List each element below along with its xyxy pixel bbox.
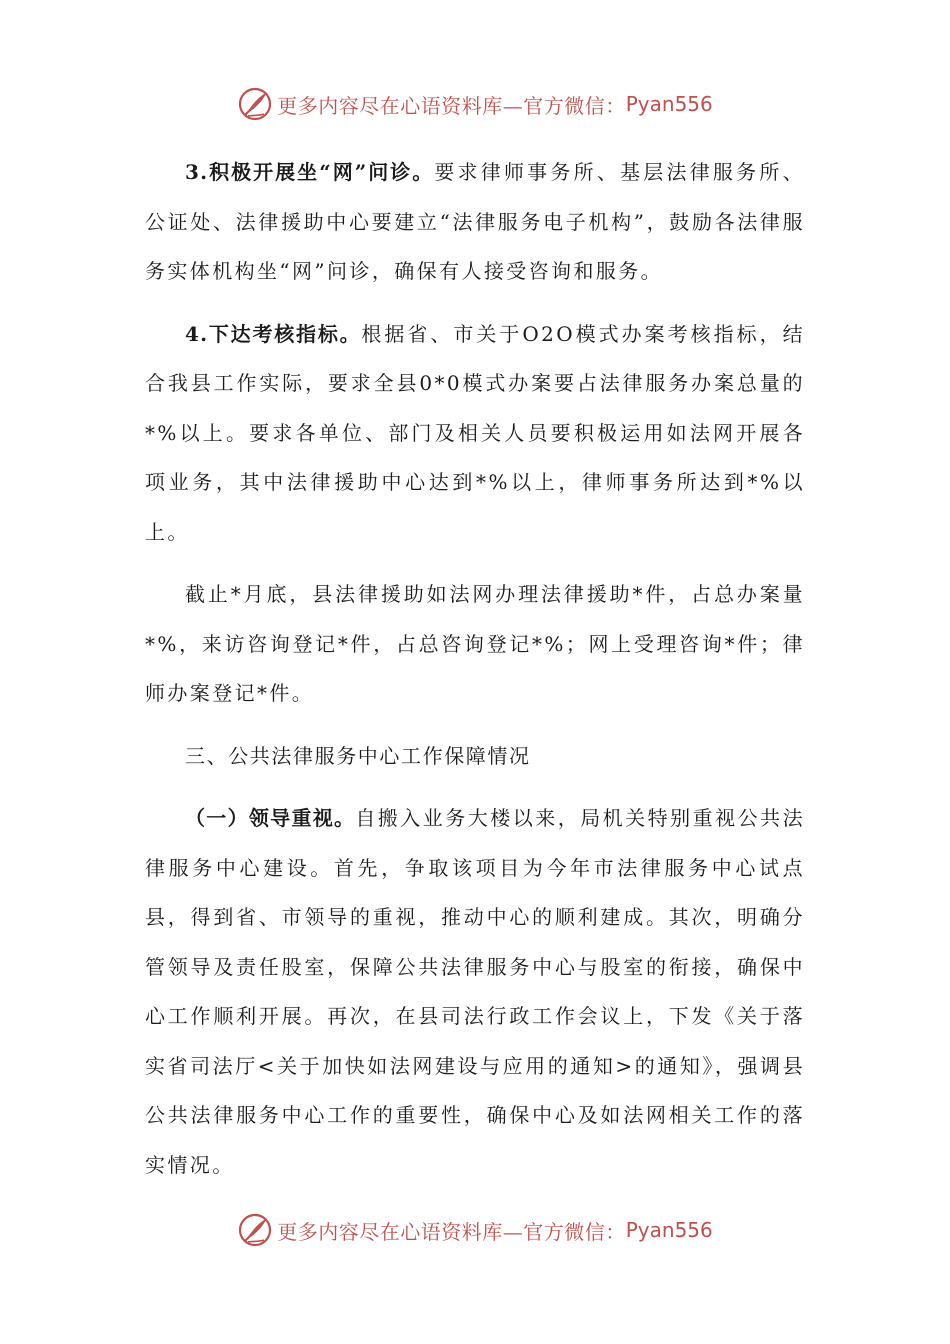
paragraph-leadership <box>145 794 805 1190</box>
document-body <box>145 148 805 1203</box>
paragraph-text: 截止*月底，县法律援助如法网办理法律援助*件，占总办案量*%，来访咨询登记*件，占总咨询登记*%；网上受理咨询*件；律师办案登记*件。 <box>145 582 805 705</box>
banner-wechat-id: Pyan556 <box>625 1218 713 1242</box>
section-heading: 三、公共法律服务中心工作保障情况 <box>185 743 531 768</box>
paragraph-online-consultation <box>145 148 805 297</box>
paragraph-lead: （一）领导重视。 <box>185 806 356 830</box>
quill-pen-logo-icon <box>237 86 273 122</box>
header-banner <box>0 82 950 126</box>
paragraph-lead: 3.积极开展坐“网”问诊。 <box>185 160 435 184</box>
paragraph-text: 要求律师事务所、基层法律服务所、公证处、法律援助中心要建立“法律服务电子机构”，鼓励各法律服务实体机构坐“网”问诊，确保有人接受咨询和服务。 <box>145 160 805 283</box>
banner-text: 更多内容尽在心语资料库—官方微信： <box>277 93 626 118</box>
footer-banner <box>0 1208 950 1252</box>
paragraph-statistics <box>145 570 805 719</box>
paragraph-assessment-indicators <box>145 310 805 558</box>
banner-text: 更多内容尽在心语资料库—官方微信： <box>277 1219 626 1244</box>
paragraph-text: 自搬入业务大楼以来，局机关特别重视公共法律服务中心建设。首先，争取该项目为今年市法律服务中心试点县，得到省、市领导的重视，推动中心的顺利建成。其次，明确分管领导及责任股室，保障公共法律服务中心与股室的衔接，确保中心工作顺利开展。再次，在县司法行政工作会议上，下发《关于落实省司法厅<关于加快如法网建设与应用的通知>的通知》，强调县公共法律服务中心工作的重要性，确保中心及如法网相关工作的落实情况。 <box>145 806 805 1177</box>
banner-wechat-id: Pyan556 <box>625 92 713 116</box>
paragraph-text: 根据省、市关于O2O模式办案考核指标，结合我县工作实际，要求全县0*0模式办案要占法律服务办案总量的*%以上。要求各单位、部门及相关人员要积极运用如法网开展各项业务，其中法律援助中心达到*%以上，律师事务所达到*%以上。 <box>145 321 805 544</box>
quill-pen-logo-icon <box>237 1212 273 1248</box>
paragraph-lead: 4.下达考核指标。 <box>185 321 362 346</box>
